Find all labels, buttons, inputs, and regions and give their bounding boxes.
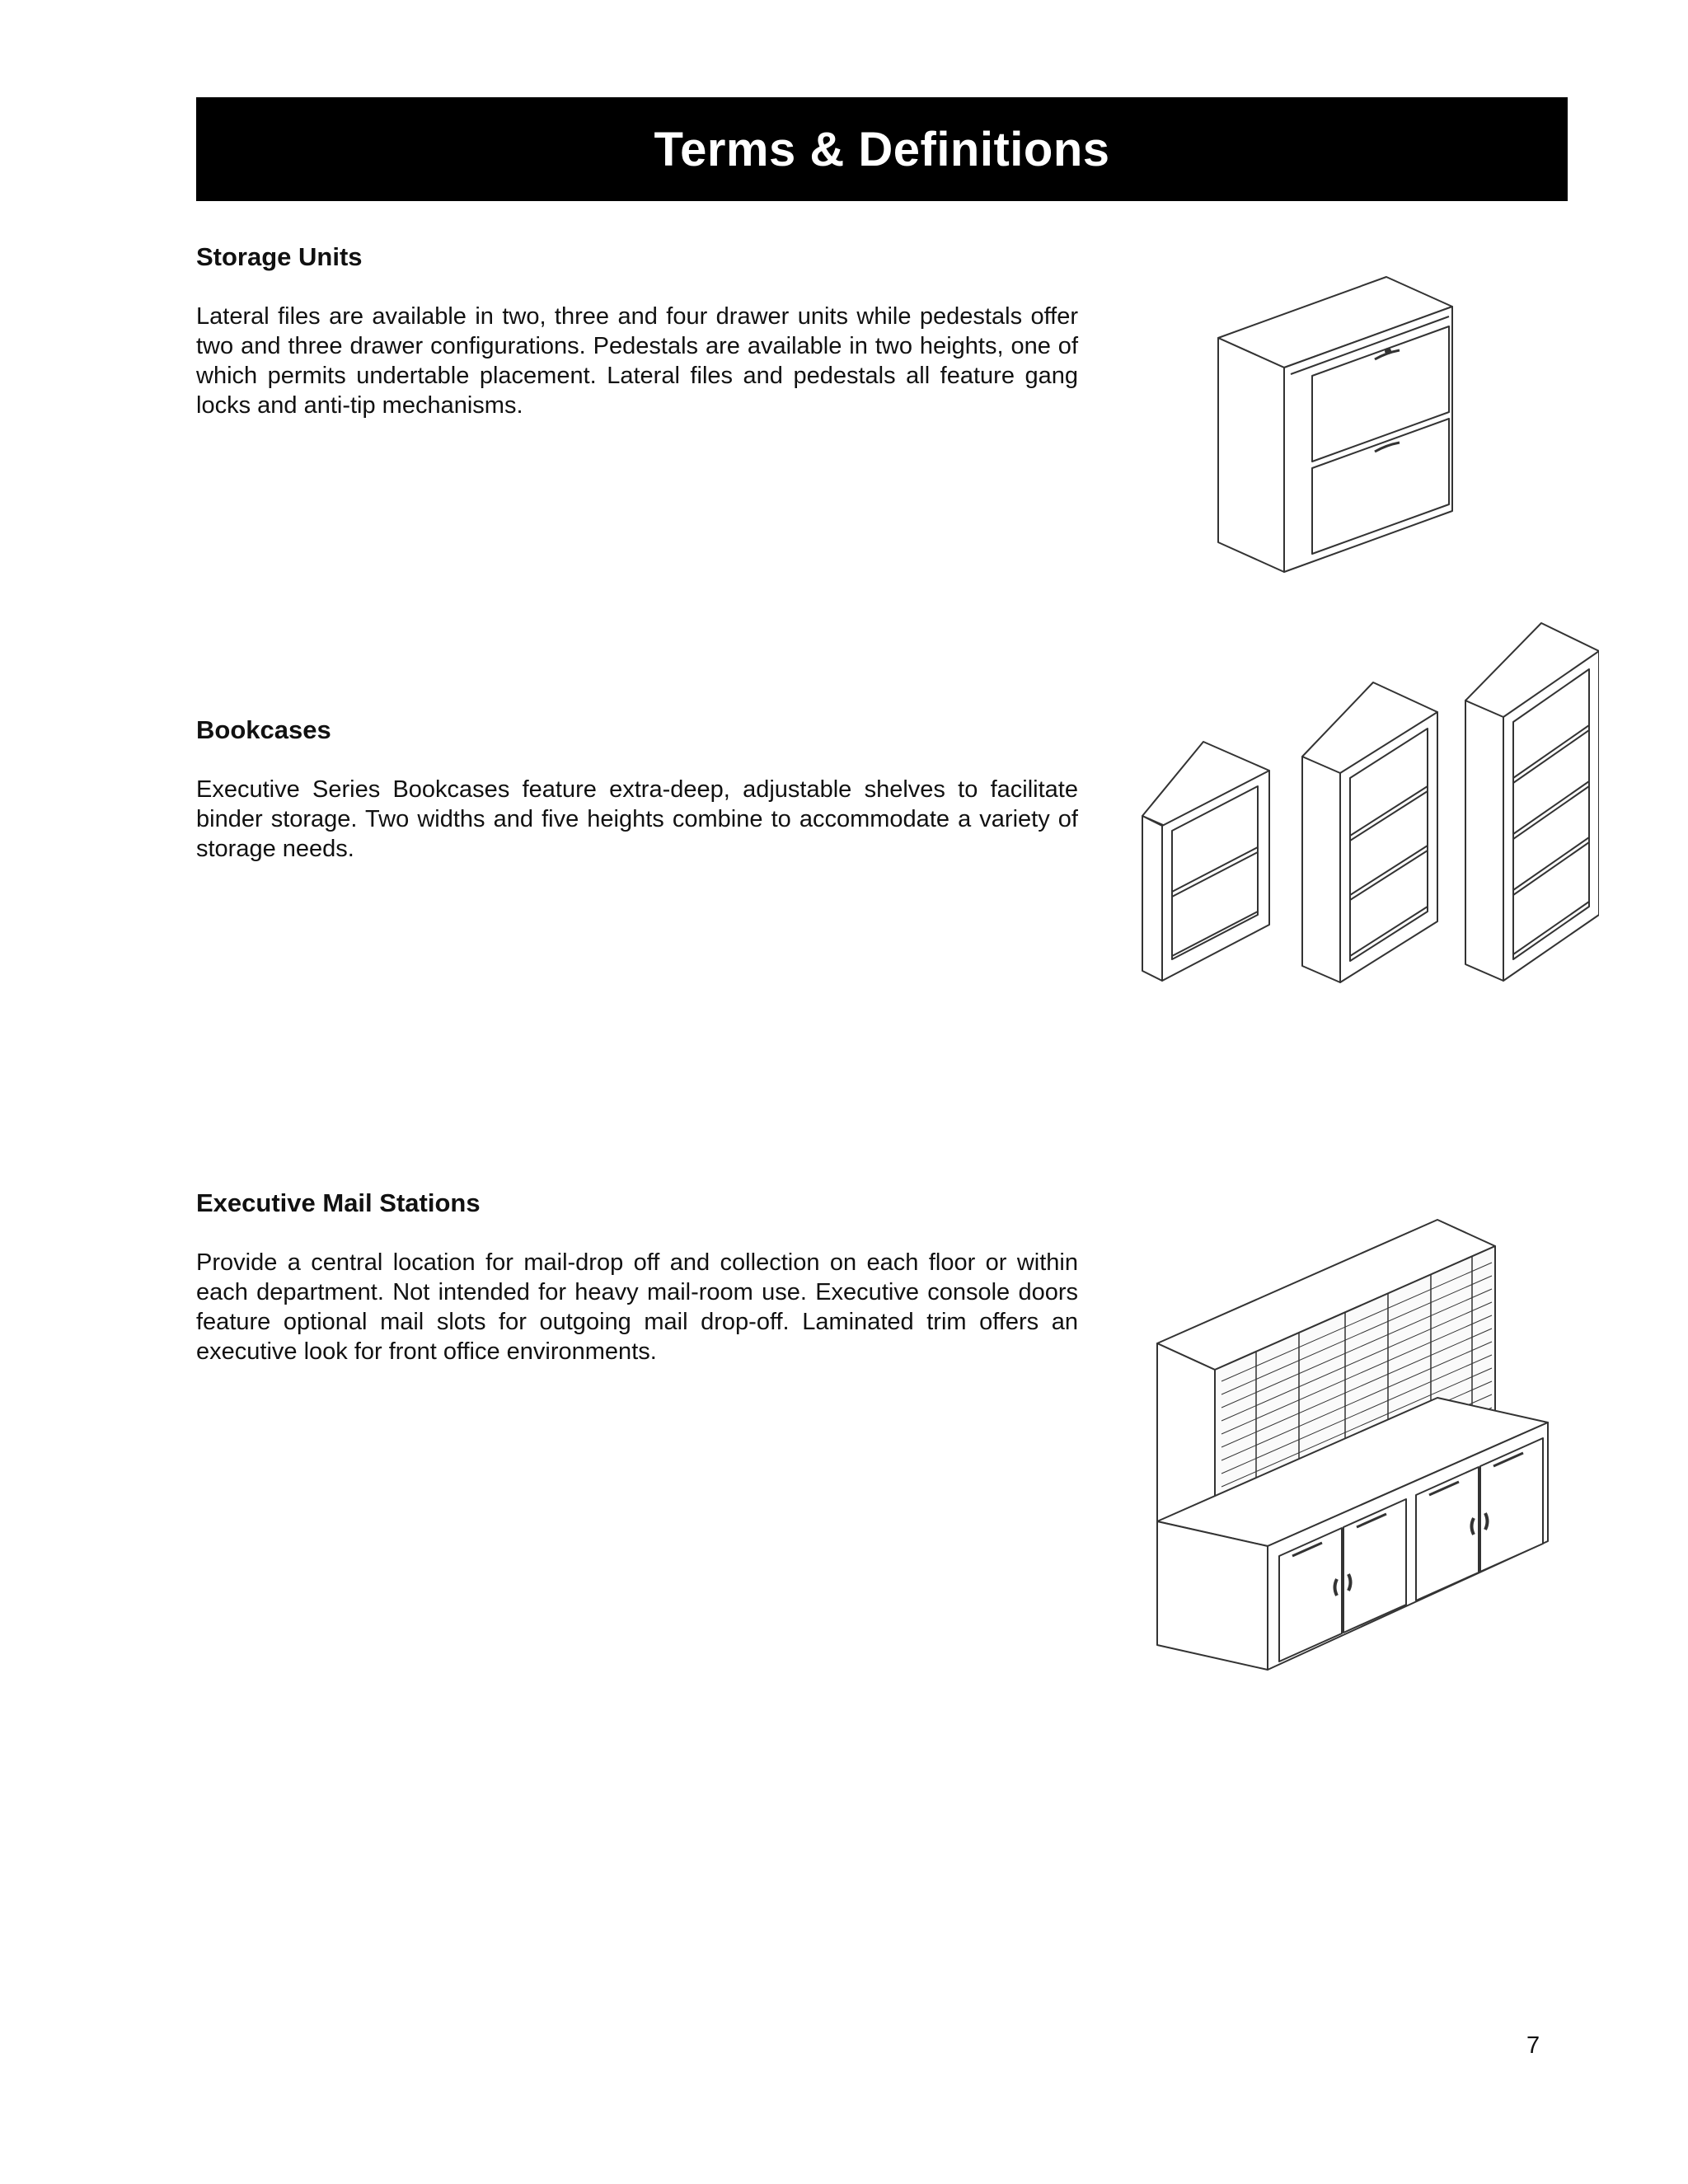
page-title: Terms & Definitions [654,122,1110,176]
lateral-file-illustration [1212,272,1459,577]
bookcase-tall [1465,623,1599,981]
section-executive-mail-stations [196,1188,1078,1366]
section-heading: Executive Mail Stations [196,1188,481,1217]
section-heading: Bookcases [196,715,331,744]
page-number: 7 [1526,2032,1540,2059]
section-body: Provide a central location for mail-drop off and collection on each floor or within each department. Not intended for heavy mail-room use. Executive console doors feature optional mail slots for outgoing mail drop-off. Laminated trim offers an executive look for front office environments. [196,1249,1078,1365]
bookcase-medium [1302,682,1437,982]
section-bookcases [196,715,1078,864]
page-header-banner [196,97,1568,201]
bookcase-short [1142,742,1269,981]
mail-station-illustration [1154,1212,1558,1673]
section-body: Lateral files are available in two, three and four drawer units while pedestals offer two and three drawer configurations. Pedestals are available in two heights, one of which permits undertable placement. Lateral files and pedestals all feature gang locks and anti-tip mechanisms. [196,303,1078,419]
section-heading: Storage Units [196,242,363,271]
section-body: Executive Series Bookcases feature extra-deep, adjustable shelves to facilitate binder storage. Two widths and five heights combine to accommodate a variety of storage needs. [196,776,1078,862]
section-storage-units [196,242,1078,420]
bookcases-illustration [1137,618,1599,985]
